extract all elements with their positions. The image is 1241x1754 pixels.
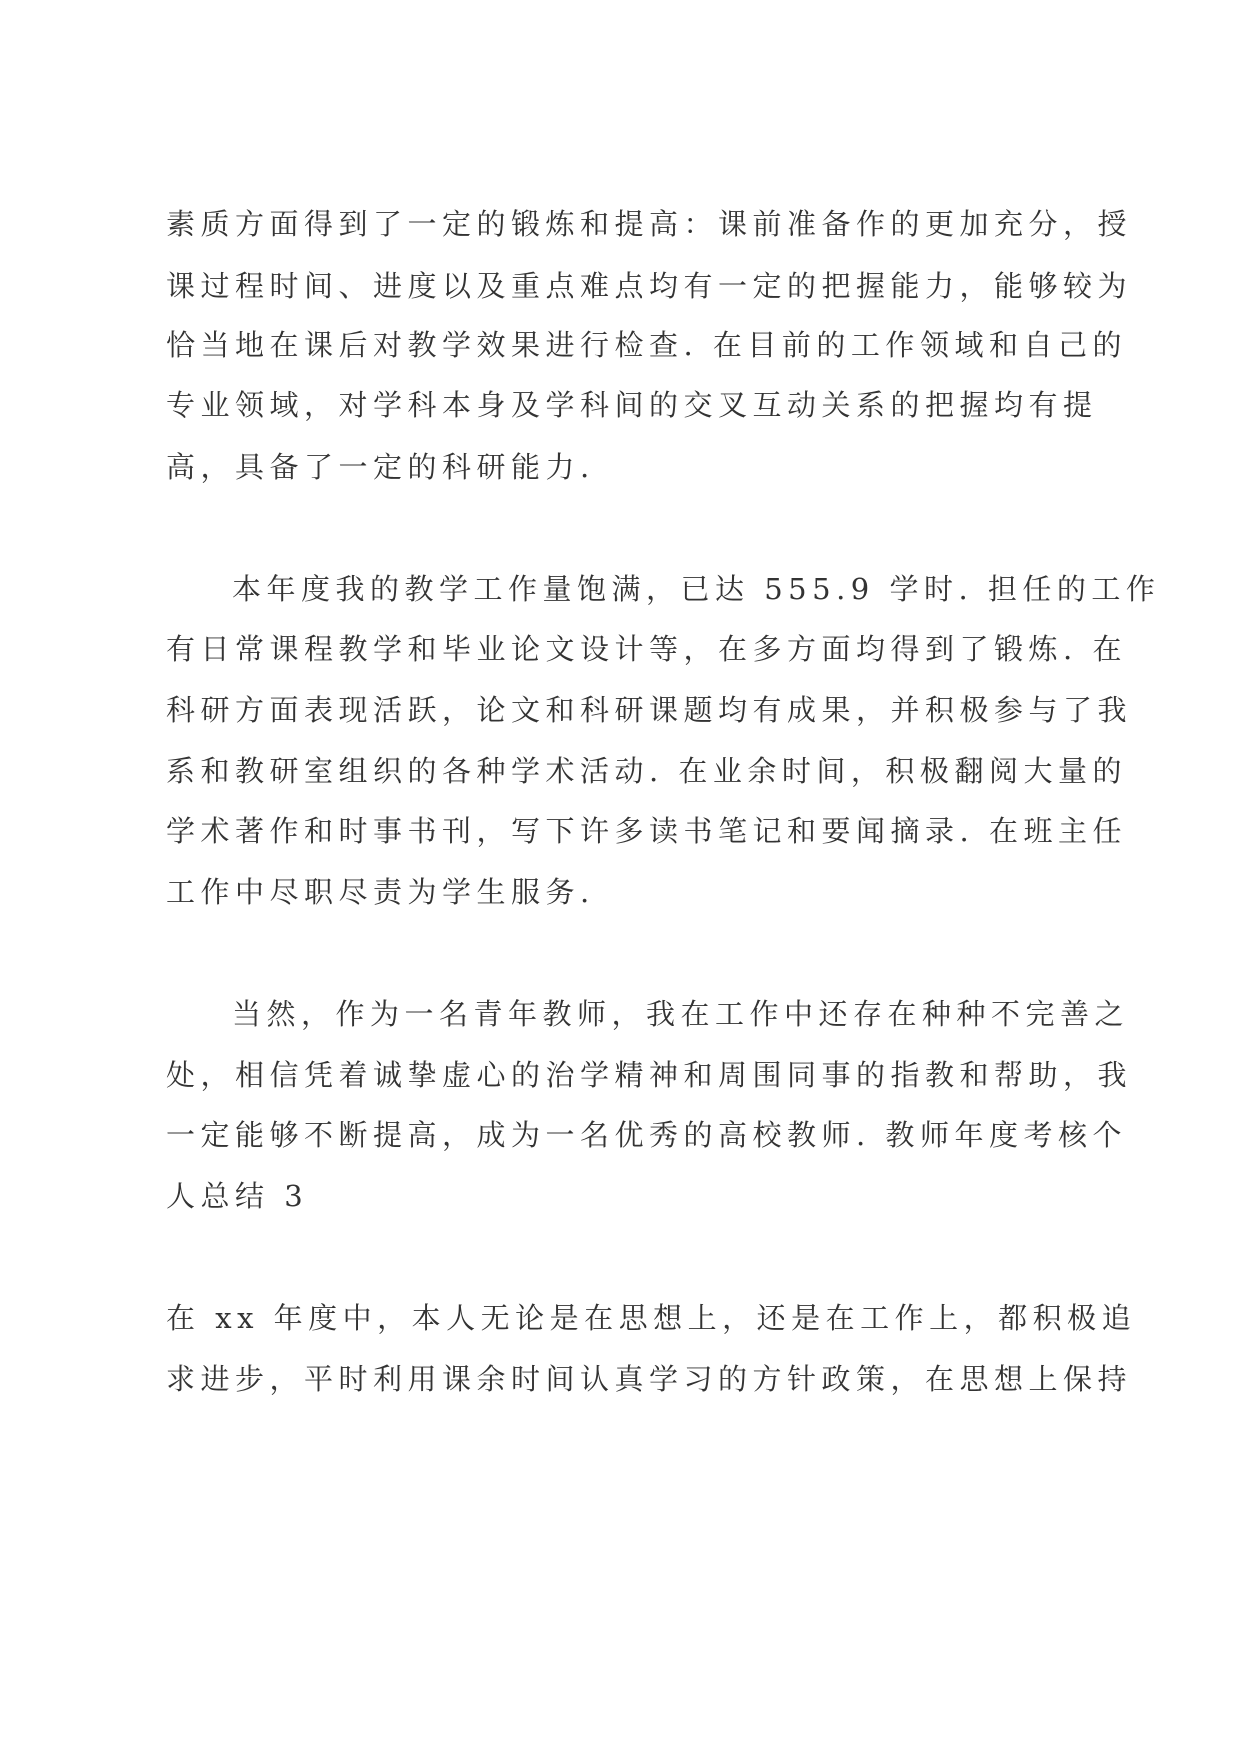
paragraph-1-line-2: 课过程时间、进度以及重点难点均有一定的把握能力，能够较为 [166, 269, 1133, 303]
paragraph-1-line-3: 恰当地在课后对教学效果进行检查. 在目前的工作领域和自己的 [166, 328, 1127, 362]
paragraph-2-line-3: 科研方面表现活跃，论文和科研课题均有成果，并积极参与了我 [166, 693, 1133, 727]
paragraph-2-line-2: 有日常课程教学和毕业论文设计等，在多方面均得到了锻炼. 在 [166, 632, 1127, 666]
paragraph-3-line-4: 人总结 3 [166, 1179, 309, 1213]
paragraph-1-line-5: 高，具备了一定的科研能力. [166, 450, 595, 484]
paragraph-3-line-2: 处，相信凭着诚挚虚心的治学精神和周围同事的指教和帮助，我 [166, 1058, 1133, 1092]
paragraph-3-line-3: 一定能够不断提高，成为一名优秀的高校教师. 教师年度考核个 [166, 1118, 1127, 1152]
paragraph-4-line-2: 求进步，平时利用课余时间认真学习的方针政策，在思想上保持 [166, 1362, 1133, 1396]
paragraph-1-line-4: 专业领域，对学科本身及学科间的交叉互动关系的把握均有提 [166, 388, 1098, 422]
paragraph-4-line-1: 在 xx 年度中，本人无论是在思想上，还是在工作上，都积极追 [166, 1301, 1137, 1335]
paragraph-2-line-4: 系和教研室组织的各种学术活动. 在业余时间，积极翻阅大量的 [166, 754, 1127, 788]
paragraph-1-line-1: 素质方面得到了一定的锻炼和提高：课前准备作的更加充分，授 [166, 207, 1133, 241]
paragraph-3-line-1: 当然，作为一名青年教师，我在工作中还存在种种不完善之 [232, 997, 1130, 1031]
paragraph-2-line-5: 学术著作和时事书刊，写下许多读书笔记和要闻摘录. 在班主任 [166, 814, 1127, 848]
paragraph-2-line-6: 工作中尽职尽责为学生服务. [166, 875, 595, 909]
paragraph-2-line-1: 本年度我的教学工作量饱满，已达 555.9 学时. 担任的工作 [232, 572, 1161, 606]
